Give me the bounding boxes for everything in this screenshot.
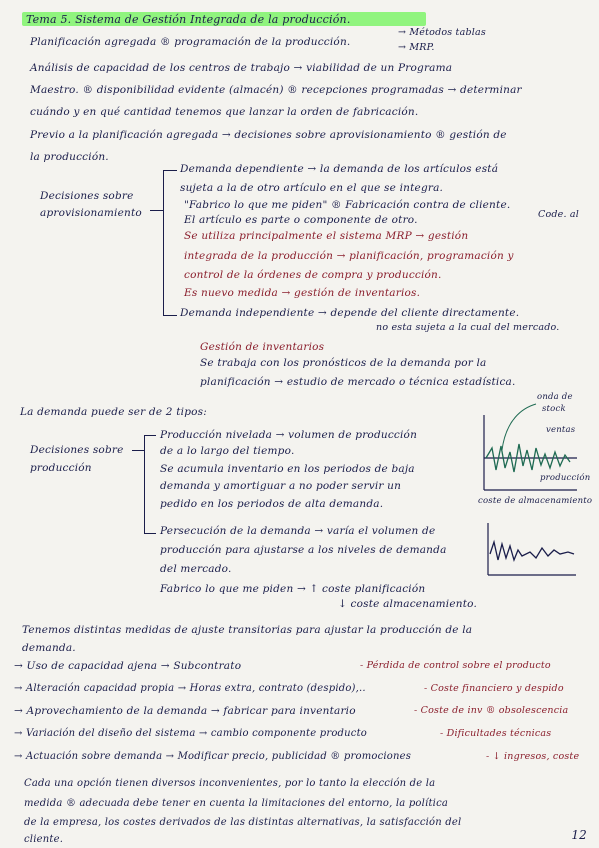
adjustment-note: - ↓ ingresos, coste <box>486 751 580 762</box>
level-text: Producción nivelada → volumen de producción <box>160 429 418 441</box>
page-title: Tema 5. Sistema de Gestión Integrada de la producción. <box>26 13 351 26</box>
bracket-tick <box>144 533 156 534</box>
adjustment-item: → Actuación sobre demanda → Modificar precio, publicidad ® promociones <box>14 751 412 762</box>
intro-line: Maestro. ® disponibilidad evidente (almacén) ® recepciones programadas → determinar <box>30 84 522 96</box>
production-intro: La demanda puede ser de 2 tipos: <box>20 406 207 418</box>
chase-demand-graph <box>480 520 580 580</box>
intro-line: Planificación agregada ® programación de la producción. <box>30 36 351 48</box>
inventory-text: Se trabaja con los pronósticos de la demanda por la <box>200 357 487 369</box>
level-text: Se acumula inventario en los periodos de baja <box>160 463 415 475</box>
intro-line: la producción. <box>30 151 109 163</box>
level-text: pedido en los periodos de alta demanda. <box>160 498 384 510</box>
adjustment-item: → Variación del diseño del sistema → cambio componente producto <box>14 728 368 739</box>
adjustment-intro: demanda. <box>22 642 76 654</box>
section-label: Decisiones sobre <box>40 190 134 202</box>
bracket <box>144 435 145 533</box>
inventory-text: planificación → estudio de mercado o técnica estadística. <box>200 376 516 388</box>
conclusion-text: medida ® adecuada debe tener en cuenta la limitaciones del entorno, la política <box>24 798 449 809</box>
section-label: aprovisionamiento <box>40 207 142 219</box>
adjustment-note: - Pérdida de control sobre el producto <box>360 660 551 671</box>
graph-label: stock <box>542 404 566 414</box>
intro-line: Previo a la planificación agregada → decisiones sobre aprovisionamiento ® gestión de <box>30 129 507 141</box>
graph-label: onda de <box>537 392 573 402</box>
dependent-text: Demanda dependiente → la demanda de los artículos está <box>180 163 499 175</box>
bracket-tick <box>144 435 156 436</box>
dependent-text: Es nuevo medida → gestión de inventarios. <box>184 287 421 299</box>
section-label: Decisiones sobre <box>30 444 124 456</box>
adjustment-note: - Dificultades técnicas <box>440 728 552 739</box>
adjustment-item: → Aprovechamiento de la demanda → fabricar para inventario <box>14 705 356 717</box>
level-text: de a lo largo del tiempo. <box>160 445 295 457</box>
intro-line: cuándo y en qué cantidad tenemos que lanzar la orden de fabricación. <box>30 106 419 118</box>
bracket-tick <box>163 315 177 316</box>
chase-text: del mercado. <box>160 563 232 575</box>
dependent-text: Se utiliza principalmente el sistema MRP → gestión <box>184 230 469 242</box>
conclusion-text: Cada una opción tienen diversos inconvenientes, por lo tanto la elección de la <box>24 778 436 789</box>
bracket-tick <box>150 210 163 211</box>
intro-branch: → MRP. <box>398 42 435 53</box>
bracket-tick <box>132 450 144 451</box>
dependent-text: integrada de la producción → planificación, programación y <box>184 250 514 262</box>
inventory-heading: Gestión de inventarios <box>200 341 325 353</box>
chase-text: Persecución de la demanda → varía el volumen de <box>160 525 436 537</box>
adjustment-note: - Coste financiero y despido <box>424 683 564 694</box>
graph-label: ventas <box>546 425 576 435</box>
intro-line: Análisis de capacidad de los centros de trabajo → viabilidad de un Programa <box>30 62 453 74</box>
adjustment-intro: Tenemos distintas medidas de ajuste transitorias para ajustar la producción de la <box>22 624 473 636</box>
section-label: producción <box>30 462 92 474</box>
page-number: 12 <box>571 828 587 842</box>
conclusion-text: de la empresa, los costes derivados de las distintas alternativas, la satisfacción del <box>24 817 462 828</box>
independent-text: Demanda independiente → depende del cliente directamente. <box>180 307 520 319</box>
adjustment-item: → Alteración capacidad propia → Horas extra, contrato (despido),.. <box>14 683 366 694</box>
adjustment-note: - Coste de inv ® obsolescencia <box>414 705 569 716</box>
graph-label: producción <box>540 473 591 483</box>
level-text: demanda y amortiguar a no poder servir un <box>160 480 402 492</box>
bracket-tick <box>163 170 177 171</box>
dependent-text: El artículo es parte o componente de otro. <box>184 214 418 226</box>
dependent-text: control de la órdenes de compra y producción. <box>184 269 442 281</box>
chase-text: ↓ coste almacenamiento. <box>338 598 478 610</box>
chase-text: producción para ajustarse a los niveles de demanda <box>160 544 447 556</box>
dependent-text: Code. al <box>538 209 580 220</box>
chase-text: Fabrico lo que me piden → ↑ coste planificación <box>160 583 426 595</box>
adjustment-item: → Uso de capacidad ajena → Subcontrato <box>14 660 242 672</box>
conclusion-text: cliente. <box>24 834 64 845</box>
independent-text: no esta sujeta a la cual del mercado. <box>376 322 560 333</box>
dependent-text: "Fabrico lo que me piden" ® Fabricación contra de cliente. <box>184 199 511 211</box>
graph-label: coste de almacenamiento <box>478 496 593 506</box>
intro-branch: → Métodos tablas <box>398 27 486 38</box>
bracket <box>163 170 164 315</box>
dependent-text: sujeta a la de otro artículo en el que se integra. <box>180 182 444 194</box>
